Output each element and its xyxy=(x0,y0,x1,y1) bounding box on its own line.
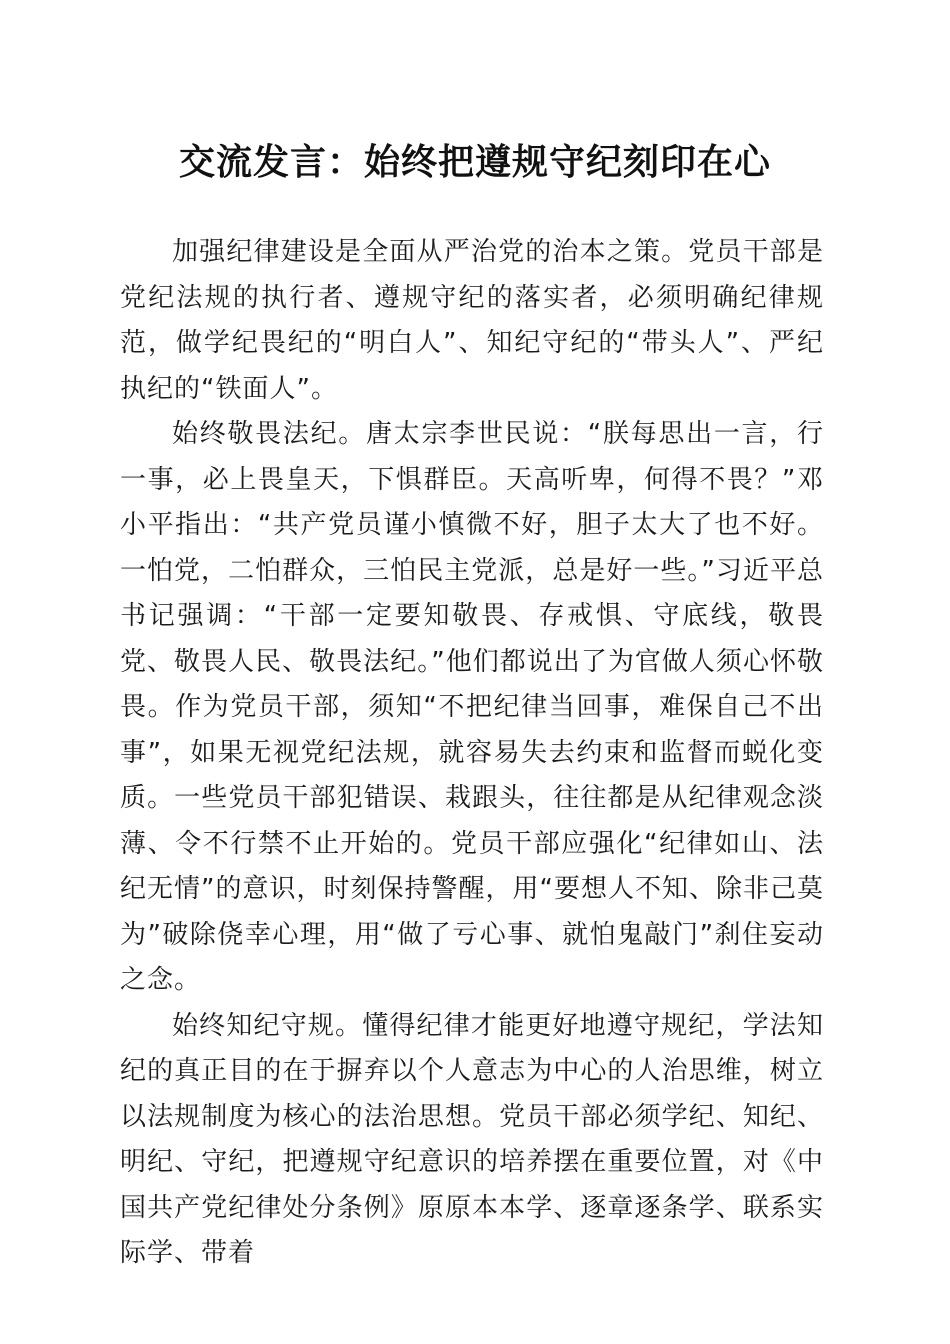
paragraph-respect-discipline: 始终敬畏法纪。唐太宗李世民说：“朕每思出一言，行一事，必上畏皇天，下惧群臣。天高听卑，何得不畏？”邓小平指出：“共产党员谨小慎微不好，胆子太大了也不好。一怕党，二怕群众，三怕民主党派，总是好一些。”习近平总书记强调：“干部一定要知敬畏、存戒惧、守底线，敬畏党、敬畏人民、敬畏法纪。”他们都说出了为官做人须心怀敬畏。作为党员干部，须知“不把纪律当回事，难保自己不出事”，如果无视党纪法规，就容易失去约束和监督而蜕化变质。一些党员干部犯错误、栽跟头，往往都是从纪律观念淡薄、令不行禁不止开始的。党员干部应强化“纪律如山、法纪无情”的意识，时刻保持警醒，用“要想人不知、除非己莫为”破除侥幸心理，用“做了亏心事、就怕鬼敲门”刹住妄动之念。 xyxy=(120,419,824,995)
paragraph-intro: 加强纪律建设是全面从严治党的治本之策。党员干部是党纪法规的执行者、遵规守纪的落实者，必须明确纪律规范，做学纪畏纪的“明白人”、知纪守纪的“带头人”、严纪执纪的“铁面人”。 xyxy=(120,237,824,404)
document-title: 交流发言：始终把遵规守纪刻印在心 xyxy=(178,141,771,183)
paragraph-know-discipline: 始终知纪守规。懂得纪律才能更好地遵守规纪，学法知纪的真正目的在于摒弃以个人意志为中心的人治思维，树立以法规制度为核心的法治思想。党员干部必须学纪、知纪、明纪、守纪，把遵规守纪意识的培养摆在重要位置，对《中国共产党纪律处分条例》原原本本学、逐章逐条学、联系实际学、带着 xyxy=(120,1010,824,1268)
document-body xyxy=(120,230,824,1277)
